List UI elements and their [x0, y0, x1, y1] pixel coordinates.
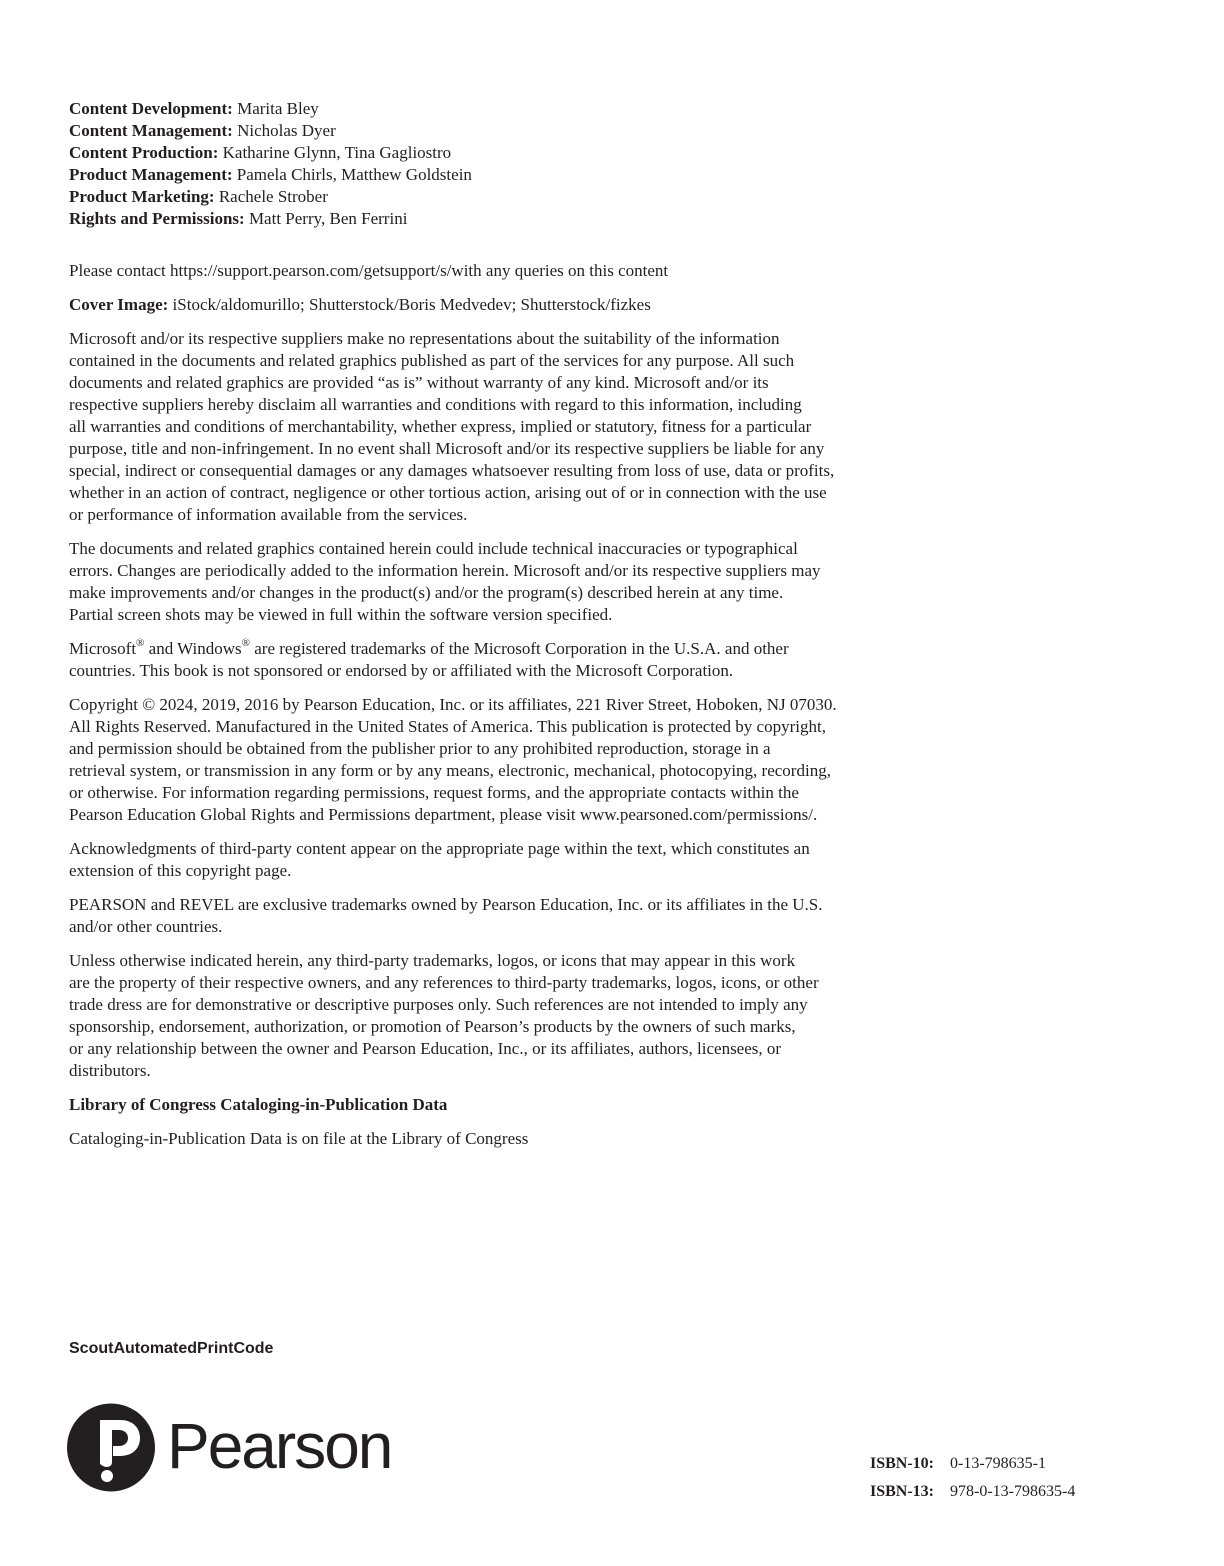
text-line: special, indirect or consequential damages or any damages whatsoever resulting from loss of use, data or profits, [69, 461, 835, 480]
credit-value: Matt Perry, Ben Ferrini [244, 209, 408, 228]
pearson-logo [67, 1400, 392, 1495]
text-line [69, 638, 969, 660]
windows-text: and Windows [144, 639, 242, 658]
microsoft-text: Microsoft [69, 639, 137, 658]
text-line: trade dress are for demonstrative or descriptive purposes only. Such references are not intended to imply any [69, 995, 808, 1014]
isbn-label: ISBN-13: [870, 1483, 935, 1500]
cover-image-value: iStock/aldomurillo; Shutterstock/Boris Medvedev; Shutterstock/fizkes [168, 295, 651, 314]
credit-label: Content Development: [69, 99, 233, 118]
text-line: whether in an action of contract, negligence or other tortious action, arising out of or in connection with the use [69, 483, 827, 502]
credit-label: Content Production: [69, 143, 219, 162]
credit-row [69, 164, 472, 186]
credit-label: Content Management: [69, 121, 233, 140]
acknowledgments-paragraph [69, 838, 969, 882]
text-line: and/or other countries. [69, 917, 223, 936]
text-line: Acknowledgments of third-party content appear on the appropriate page within the text, which constitutes an [69, 839, 810, 858]
text-line: Microsoft and/or its respective suppliers make no representations about the suitability of the information [69, 329, 780, 348]
text-line: All Rights Reserved. Manufactured in the United States of America. This publication is protected by copyright, [69, 717, 826, 736]
isbn-value: 978-0-13-798635-4 [950, 1483, 1076, 1500]
isbn-value: 0-13-798635-1 [950, 1455, 1046, 1472]
credit-label: Product Marketing: [69, 187, 215, 206]
cover-image-paragraph [69, 294, 969, 316]
text-line: retrieval system, or transmission in any form or by any means, electronic, mechanical, photocopying, recording, [69, 761, 831, 780]
text-line: contained in the documents and related graphics published as part of the services for any purpose. All such [69, 351, 795, 370]
text-line: distributors. [69, 1061, 151, 1080]
text-line: respective suppliers hereby disclaim all warranties and conditions with regard to this information, including [69, 395, 802, 414]
credit-value: Pamela Chirls, Matthew Goldstein [232, 165, 472, 184]
text-line: or otherwise. For information regarding permissions, request forms, and the appropriate contacts within the [69, 783, 799, 802]
text-line: The documents and related graphics contained herein could include technical inaccuracies or typographical [69, 539, 798, 558]
credit-row [69, 186, 472, 208]
pearson-revel-paragraph [69, 894, 969, 938]
registered-mark: ® [136, 637, 145, 650]
loc-heading [69, 1094, 969, 1116]
credit-row [69, 142, 472, 164]
text-line: and permission should be obtained from the publisher prior to any prohibited reproduction, storage in a [69, 739, 771, 758]
credit-value: Rachele Strober [214, 187, 328, 206]
credit-row [69, 98, 472, 120]
isbn-row [870, 1478, 1075, 1506]
copyright-body [69, 260, 969, 1162]
third-party-paragraph [69, 950, 969, 1082]
text-line: all warranties and conditions of merchantability, whether express, implied or statutory, fitness for a particular [69, 417, 812, 436]
cover-image-label: Cover Image: [69, 295, 169, 314]
text-line: documents and related graphics are provided “as is” without warranty of any kind. Microsoft and/or its [69, 373, 769, 392]
pearson-logo-icon [67, 1400, 155, 1495]
text-line: sponsorship, endorsement, authorization, or promotion of Pearson’s products by the owners of such marks, [69, 1017, 796, 1036]
credit-value: Katharine Glynn, Tina Gagliostro [218, 143, 452, 162]
credit-row [69, 208, 472, 230]
credit-label: Product Management: [69, 165, 233, 184]
credit-value: Nicholas Dyer [232, 121, 336, 140]
registered-mark: ® [241, 637, 250, 650]
text-line: countries. This book is not sponsored or endorsed by or affiliated with the Microsoft Corporation. [69, 661, 734, 680]
loc-text: Cataloging-in-Publication Data is on file at the Library of Congress [69, 1129, 529, 1148]
isbn-label: ISBN-10: [870, 1455, 935, 1472]
text-line: make improvements and/or changes in the product(s) and/or the program(s) described herein at any time. [69, 583, 784, 602]
credits-block [69, 98, 472, 230]
credit-value: Marita Bley [232, 99, 319, 118]
isbn-block [870, 1450, 1075, 1506]
inaccuracies-paragraph [69, 538, 969, 626]
text-line: or any relationship between the owner and Pearson Education, Inc., or its affiliates, authors, licensees, or [69, 1039, 782, 1058]
text-line: or performance of information available from the services. [69, 505, 468, 524]
text-line: extension of this copyright page. [69, 861, 292, 880]
credit-label: Rights and Permissions: [69, 209, 245, 228]
trademarks-paragraph [69, 638, 969, 682]
text-line: PEARSON and REVEL are exclusive trademarks owned by Pearson Education, Inc. or its affiliates in the U.S. [69, 895, 823, 914]
copyright-paragraph [69, 694, 969, 826]
text-line: Pearson Education Global Rights and Permissions department, please visit www.pearsoned.com/permissions/. [69, 805, 818, 824]
contact-paragraph: Please contact https://support.pearson.com/getsupport/s/with any queries on this content [69, 261, 669, 280]
credit-row [69, 120, 472, 142]
text-line: Unless otherwise indicated herein, any third-party trademarks, logos, or icons that may appear in this work [69, 951, 796, 970]
text-line: errors. Changes are periodically added to the information herein. Microsoft and/or its respective suppliers may [69, 561, 821, 580]
text-line: Copyright © 2024, 2019, 2016 by Pearson Education, Inc. or its affiliates, 221 River Street, Hoboken, NJ 07030. [69, 695, 837, 714]
print-code: ScoutAutomatedPrintCode [69, 1340, 274, 1357]
pearson-wordmark: Pearson [167, 1410, 392, 1482]
trademark-text: are registered trademarks of the Microsoft Corporation in the U.S.A. and other [249, 639, 789, 658]
loc-heading-text: Library of Congress Cataloging-in-Publication Data [69, 1095, 448, 1114]
text-line: Partial screen shots may be viewed in full within the software version specified. [69, 605, 613, 624]
disclaimer-paragraph [69, 328, 969, 526]
text-line: are the property of their respective owners, and any references to third-party trademarks, logos, icons, or other [69, 973, 819, 992]
text-line: purpose, title and non-infringement. In no event shall Microsoft and/or its respective suppliers be liable for any [69, 439, 825, 458]
isbn-row [870, 1450, 1075, 1478]
